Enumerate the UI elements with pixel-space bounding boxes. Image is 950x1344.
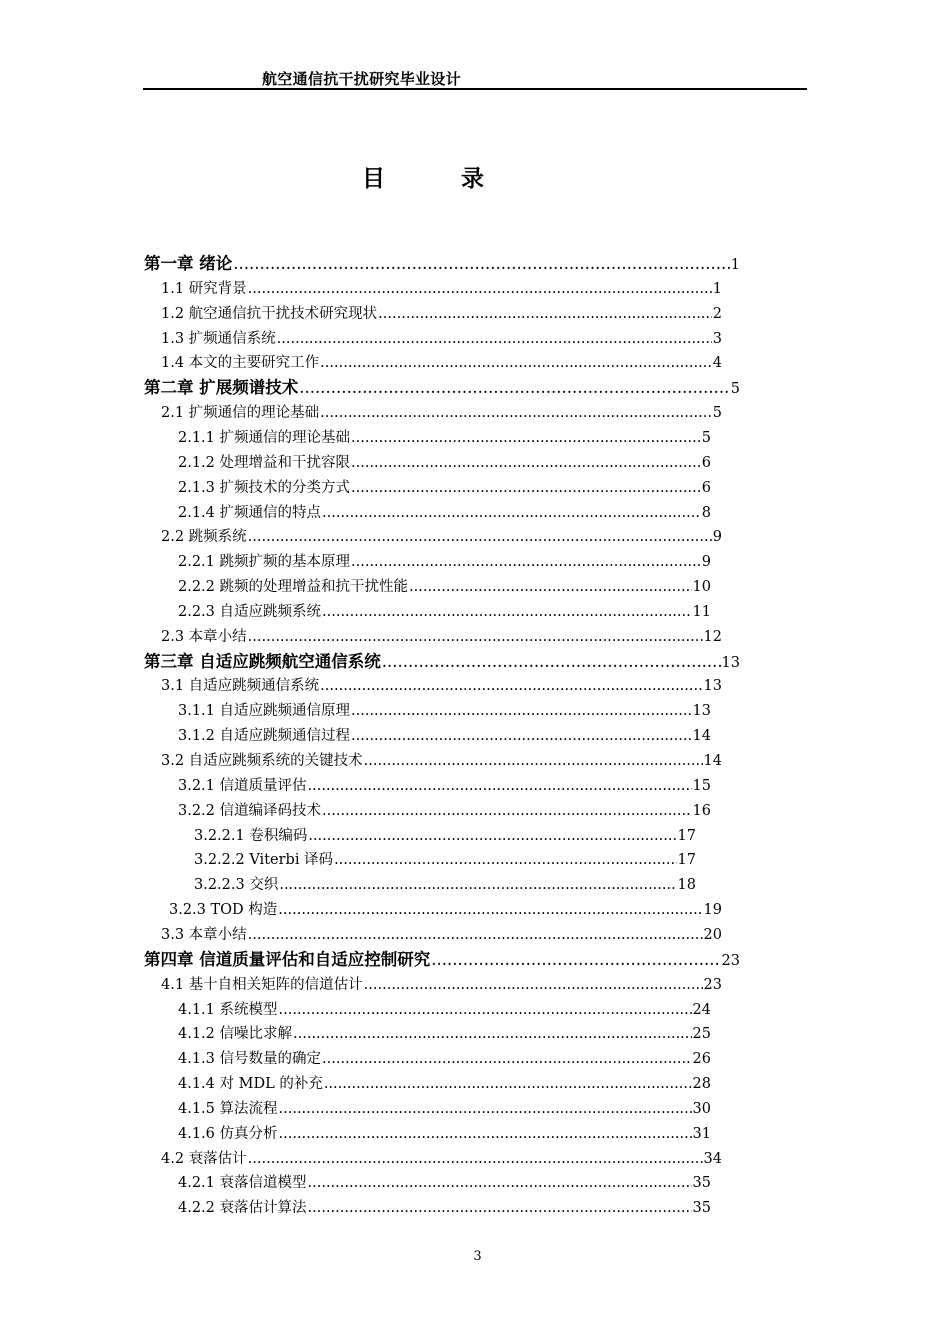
toc-entry[interactable]	[161, 277, 722, 301]
toc-entry-title: 2.2.3 自适应跳频系统	[178, 603, 322, 620]
toc-entry-page: 14	[692, 728, 711, 745]
toc-entry-title: 4.2.1 衰落信道模型	[178, 1175, 307, 1192]
toc-dot-leader	[351, 699, 692, 723]
toc-dot-leader	[308, 824, 676, 848]
toc-dot-leader	[351, 550, 701, 574]
toc-dot-leader	[248, 625, 703, 649]
toc-entry-page: 24	[692, 1001, 711, 1018]
toc-entry-title: 4.2 衰落估计	[161, 1150, 247, 1167]
toc-entry[interactable]	[178, 799, 711, 823]
toc-entry-title: 3.1 自适应跳频通信系统	[161, 678, 320, 695]
toc-dot-leader	[351, 476, 701, 500]
toc-entry-page: 6	[701, 454, 711, 471]
toc-dot-leader	[233, 252, 730, 276]
toc-entry[interactable]	[178, 998, 711, 1022]
toc-entry[interactable]	[194, 873, 696, 897]
toc-entry[interactable]	[169, 898, 722, 922]
toc-entry-title: 2.1.3 扩频技术的分类方式	[178, 479, 351, 496]
toc-dot-leader	[279, 1097, 692, 1121]
toc-dot-leader	[248, 1147, 703, 1171]
toc-dot-leader	[378, 302, 712, 326]
toc-dot-leader	[308, 774, 692, 798]
toc-entry[interactable]	[161, 973, 722, 997]
toc-entry-page: 23	[703, 976, 722, 993]
toc-entry-page: 9	[701, 554, 711, 571]
toc-entry-title: 3.2.1 信道质量评估	[178, 777, 307, 794]
toc-entry-title: 3.2 自适应跳频系统的关键技术	[161, 753, 363, 769]
toc-dot-leader	[278, 898, 702, 922]
toc-entry-title: 1.4 本文的主要研究工作	[161, 355, 320, 372]
toc-entry-page: 13	[721, 654, 740, 671]
toc-entry-page: 26	[692, 1051, 711, 1068]
toc-entry-title: 4.1.4 对 MDL 的补充	[178, 1076, 323, 1093]
toc-entry-title: 4.1 基十自相关矩阵的信道估计	[161, 976, 363, 993]
toc-entry-title: 第四章 信道质量评估和自适应控制研究	[144, 949, 431, 969]
toc-dot-leader	[324, 1072, 692, 1096]
toc-entry-page: 30	[692, 1100, 711, 1117]
toc-entry-title: 3.2.2.1 卷积编码	[194, 827, 308, 844]
toc-dot-leader	[277, 327, 712, 351]
toc-chapter-entry[interactable]	[144, 376, 740, 400]
toc-title: 目 录	[361, 166, 518, 192]
toc-entry-title: 第三章 自适应跳频航空通信系统	[144, 651, 381, 671]
toc-entry-page: 31	[692, 1125, 711, 1142]
toc-entry-title: 3.1.2 自适应跳频通信过程	[178, 728, 351, 745]
toc-entry-page: 28	[692, 1076, 711, 1093]
toc-entry-title: 2.2 跳频系统	[161, 529, 247, 546]
running-header-title: 航空通信抗干扰研究毕业设计	[262, 70, 461, 88]
toc-entry[interactable]	[178, 1122, 711, 1146]
toc-entry-title: 4.1.3 信号数量的确定	[178, 1051, 322, 1068]
toc-entry-page: 34	[703, 1150, 722, 1167]
toc-dot-leader	[248, 277, 712, 301]
toc-entry-page: 1	[712, 280, 722, 297]
toc-entry-title: 3.2.2.2 Viterbi 译码	[194, 852, 334, 869]
toc-dot-leader	[308, 1171, 692, 1195]
toc-entry-page: 17	[677, 827, 696, 844]
toc-entry-title: 2.1.4 扩频通信的特点	[178, 504, 322, 521]
toc-entry-page: 16	[692, 802, 711, 819]
toc-entry-page: 2	[712, 305, 722, 322]
toc-dot-leader	[351, 426, 701, 450]
toc-entry-page: 9	[712, 529, 722, 546]
toc-entry[interactable]	[178, 1072, 711, 1096]
toc-dot-leader	[322, 501, 701, 525]
toc-entry-title: 2.1 扩频通信的理论基础	[161, 405, 320, 422]
toc-entry-title: 4.1.2 信噪比求解	[178, 1026, 293, 1043]
toc-dot-leader	[279, 873, 676, 897]
toc-entry-page: 8	[701, 504, 711, 521]
toc-entry-page: 10	[692, 579, 711, 596]
toc-chapter-entry[interactable]	[144, 252, 740, 276]
toc-entry-title: 2.1.1 扩频通信的理论基础	[178, 429, 351, 446]
toc-chapter-entry[interactable]	[144, 650, 740, 674]
toc-entry-page: 5	[701, 429, 711, 446]
toc-dot-leader	[279, 998, 692, 1022]
toc-dot-leader	[320, 674, 702, 698]
toc-entry[interactable]	[178, 476, 711, 500]
toc-entry[interactable]	[178, 699, 711, 723]
toc-entry-page: 35	[692, 1200, 711, 1217]
toc-entry[interactable]	[161, 351, 722, 375]
toc-entry-page: 6	[701, 479, 711, 496]
toc-dot-leader	[322, 799, 692, 823]
toc-entry[interactable]	[161, 923, 722, 947]
toc-entry-title: 3.2.2.3 交织	[194, 877, 279, 894]
toc-entry[interactable]	[178, 550, 711, 574]
toc-entry[interactable]	[161, 674, 722, 698]
toc-entry-title: 1.3 扩频通信系统	[161, 330, 276, 347]
toc-entry-title: 3.1.1 自适应跳频通信原理	[178, 703, 351, 720]
toc-dot-leader	[322, 1047, 692, 1071]
toc-entry-page: 3	[712, 330, 722, 347]
toc-entry-title: 2.3 本章小结	[161, 628, 247, 645]
toc-dot-leader	[431, 948, 720, 972]
toc-entry-title: 4.1.5 算法流程	[178, 1100, 278, 1117]
toc-entry-title: 1.1 研究背景	[161, 280, 247, 297]
toc-entry[interactable]	[194, 824, 696, 848]
toc-entry-title: 3.2.3 TOD 构造	[169, 902, 278, 919]
toc-entry-title: 2.2.1 跳频扩频的基本原理	[178, 554, 351, 571]
toc-dot-leader	[308, 1196, 692, 1220]
toc-entry[interactable]	[161, 625, 722, 649]
toc-entry-page: 5	[730, 381, 740, 398]
toc-entry-page: 11	[692, 603, 711, 620]
toc-dot-leader	[293, 1022, 692, 1046]
toc-entry[interactable]	[178, 1022, 711, 1046]
toc-dot-leader	[248, 923, 703, 947]
toc-entry-page: 18	[677, 877, 696, 894]
toc-entry-page: 1	[730, 257, 740, 273]
toc-entry-page: 14	[703, 753, 722, 769]
toc-entry[interactable]	[161, 1147, 722, 1171]
toc-dot-leader	[382, 650, 721, 674]
toc-dot-leader	[351, 724, 692, 748]
toc-entry[interactable]	[194, 848, 696, 872]
toc-entry-title: 3.3 本章小结	[161, 926, 247, 943]
toc-entry[interactable]	[161, 749, 722, 773]
toc-entry[interactable]	[178, 1047, 711, 1071]
toc-entry-page: 13	[703, 678, 722, 695]
toc-entry-title: 2.2.2 跳频的处理增益和抗干扰性能	[178, 579, 409, 596]
toc-chapter-entry[interactable]	[144, 948, 740, 972]
toc-entry-page: 13	[692, 703, 711, 720]
toc-entry-title: 4.1.1 系统模型	[178, 1001, 278, 1018]
page-number: 3	[473, 1249, 482, 1264]
toc-entry-title: 3.2.2 信道编译码技术	[178, 802, 322, 819]
toc-entry[interactable]	[178, 501, 711, 525]
toc-dot-leader	[299, 376, 730, 400]
toc-entry[interactable]	[178, 1097, 711, 1121]
toc-entry[interactable]	[178, 600, 711, 624]
toc-dot-leader	[320, 401, 712, 425]
toc-entry-page: 20	[703, 926, 722, 943]
toc-entry-page: 23	[721, 952, 740, 969]
toc-entry[interactable]	[178, 575, 711, 599]
toc-entry-title: 4.2.2 衰落估计算法	[178, 1200, 307, 1217]
toc-entry-page: 5	[712, 405, 722, 422]
toc-entry[interactable]	[178, 774, 711, 798]
toc-entry-page: 17	[677, 852, 696, 869]
toc-entry[interactable]	[178, 1196, 711, 1220]
toc-dot-leader	[320, 351, 712, 375]
toc-entry-title: 4.1.6 仿真分析	[178, 1125, 278, 1142]
toc-entry-page: 35	[692, 1175, 711, 1192]
toc-entry-title: 第二章 扩展频谱技术	[144, 378, 299, 398]
toc-dot-leader	[364, 973, 703, 997]
toc-entry-page: 25	[692, 1026, 711, 1043]
toc-entry[interactable]	[178, 451, 711, 475]
toc-dot-leader	[409, 575, 692, 599]
toc-dot-leader	[334, 848, 676, 872]
toc-entry[interactable]	[178, 724, 711, 748]
toc-entry-title: 1.2 航空通信抗干扰技术研究现状	[161, 305, 378, 322]
toc-entry-page: 19	[703, 902, 722, 919]
toc-dot-leader	[322, 600, 692, 624]
toc-dot-leader	[279, 1122, 692, 1146]
toc-entry[interactable]	[178, 1171, 711, 1195]
toc-dot-leader	[364, 749, 703, 773]
toc-entry-page: 15	[692, 777, 711, 794]
toc-entry-page: 4	[712, 355, 722, 372]
toc-entry-title: 2.1.2 处理增益和干扰容限	[178, 454, 351, 471]
toc-entry[interactable]	[161, 525, 722, 549]
toc-dot-leader	[248, 525, 712, 549]
toc-entry[interactable]	[161, 401, 722, 425]
toc-entry-title: 第一章 绪论	[144, 254, 233, 273]
toc-entry[interactable]	[178, 426, 711, 450]
toc-dot-leader	[351, 451, 701, 475]
toc-entry-page: 12	[703, 628, 722, 645]
toc-entry[interactable]	[161, 302, 722, 326]
toc-entry[interactable]	[161, 327, 722, 351]
